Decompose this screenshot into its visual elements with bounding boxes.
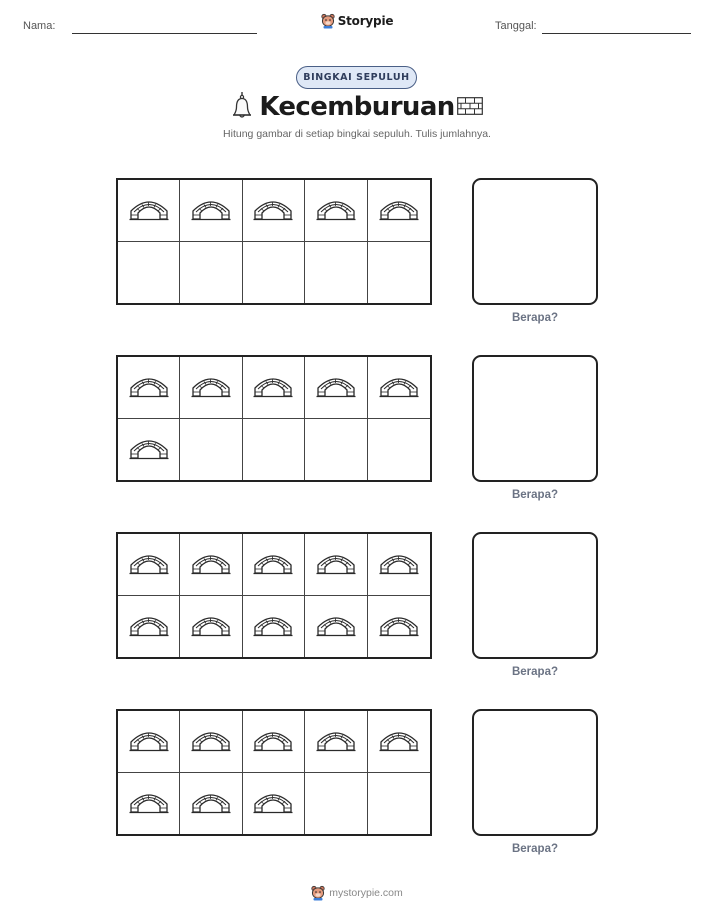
ten-frame-cell xyxy=(305,596,367,658)
ten-frame-cell xyxy=(368,242,430,304)
storypie-mascot-icon xyxy=(321,13,335,29)
date-label: Tanggal: xyxy=(495,20,537,32)
ten-frame xyxy=(116,178,432,305)
ten-frame-cell xyxy=(180,419,242,481)
ten-frame-cell xyxy=(243,242,305,304)
ten-frame-cell xyxy=(243,534,305,596)
bridge-icon xyxy=(379,195,419,226)
answer-prompt: Berapa? xyxy=(511,489,559,501)
ten-frame xyxy=(116,355,432,482)
bridge-icon xyxy=(129,549,169,580)
bridge-icon xyxy=(191,195,231,226)
ten-frame-cell xyxy=(243,180,305,242)
bridge-icon xyxy=(191,372,231,403)
bridge-icon xyxy=(253,372,293,403)
ten-frame-cell xyxy=(368,419,430,481)
worksheet-title: Kecemburuan xyxy=(259,92,455,122)
ten-frame-cell xyxy=(180,180,242,242)
ten-frame-cell xyxy=(368,534,430,596)
bridge-icon xyxy=(253,726,293,757)
ten-frame-cell xyxy=(118,419,180,481)
bridge-icon xyxy=(129,788,169,819)
ten-frame-cell xyxy=(118,534,180,596)
title-row xyxy=(0,91,714,127)
ten-frame-cell xyxy=(305,242,367,304)
ten-frame-cell xyxy=(180,773,242,835)
ten-frame-cell xyxy=(180,596,242,658)
bridge-icon xyxy=(379,611,419,642)
ten-frame-cell xyxy=(368,773,430,835)
ten-frame-cell xyxy=(368,180,430,242)
bridge-icon xyxy=(253,611,293,642)
ten-frame-cell xyxy=(118,596,180,658)
bridge-icon xyxy=(191,549,231,580)
bridge-icon xyxy=(316,372,356,403)
ten-frame-cell xyxy=(118,242,180,304)
brand-logo xyxy=(0,13,714,29)
bridge-icon xyxy=(253,788,293,819)
bridge-icon xyxy=(316,611,356,642)
ten-frame-cell xyxy=(243,711,305,773)
ten-frame-cell xyxy=(368,711,430,773)
bridge-icon xyxy=(316,726,356,757)
brand-name: Storypie xyxy=(337,14,394,28)
ten-frame-cell xyxy=(243,419,305,481)
ten-frame-cell xyxy=(118,357,180,419)
name-label: Nama: xyxy=(23,20,56,32)
bridge-icon xyxy=(316,195,356,226)
footer xyxy=(0,885,714,901)
worksheet-type-badge: BINGKAI SEPULUH xyxy=(296,66,417,89)
ten-frame-cell xyxy=(305,180,367,242)
answer-box[interactable] xyxy=(472,532,598,659)
answer-box[interactable] xyxy=(472,178,598,305)
ten-frame xyxy=(116,709,432,836)
ten-frame xyxy=(116,532,432,659)
ten-frame-cell xyxy=(118,711,180,773)
bridge-icon xyxy=(379,372,419,403)
ten-frame-cell xyxy=(305,419,367,481)
bridge-icon xyxy=(379,726,419,757)
bridge-icon xyxy=(379,549,419,580)
ten-frame-cell xyxy=(180,534,242,596)
ten-frame-cell xyxy=(180,242,242,304)
answer-prompt: Berapa? xyxy=(511,666,559,678)
answer-box[interactable] xyxy=(472,355,598,482)
footer-url: mystorypie.com xyxy=(329,887,403,899)
bridge-icon xyxy=(129,434,169,465)
instruction-text: Hitung gambar di setiap bingkai sepuluh. Tulis jumlahnya. xyxy=(223,128,491,140)
bridge-icon xyxy=(253,195,293,226)
ten-frame-cell xyxy=(180,711,242,773)
ten-frame-cell xyxy=(368,596,430,658)
bridge-icon xyxy=(129,726,169,757)
ten-frame-cell xyxy=(118,180,180,242)
ten-frame-cell xyxy=(118,773,180,835)
bridge-icon xyxy=(129,372,169,403)
bridge-icon xyxy=(129,195,169,226)
ten-frame-cell xyxy=(180,357,242,419)
date-write-line[interactable] xyxy=(542,33,691,34)
ten-frame-cell xyxy=(243,357,305,419)
storypie-mascot-icon xyxy=(311,885,325,901)
name-write-line[interactable] xyxy=(72,33,257,34)
bridge-icon xyxy=(129,611,169,642)
ten-frame-cell xyxy=(305,534,367,596)
ten-frame-cell xyxy=(305,773,367,835)
bridge-icon xyxy=(316,549,356,580)
ten-frame-cell xyxy=(305,711,367,773)
bridge-icon xyxy=(253,549,293,580)
ten-frame-cell xyxy=(368,357,430,419)
brick-wall-icon xyxy=(457,97,483,115)
answer-prompt: Berapa? xyxy=(511,843,559,855)
bridge-icon xyxy=(191,726,231,757)
answer-prompt: Berapa? xyxy=(511,312,559,324)
bridge-icon xyxy=(191,611,231,642)
ten-frame-cell xyxy=(305,357,367,419)
answer-box[interactable] xyxy=(472,709,598,836)
bridge-icon xyxy=(191,788,231,819)
ten-frame-cell xyxy=(243,773,305,835)
ten-frame-cell xyxy=(243,596,305,658)
